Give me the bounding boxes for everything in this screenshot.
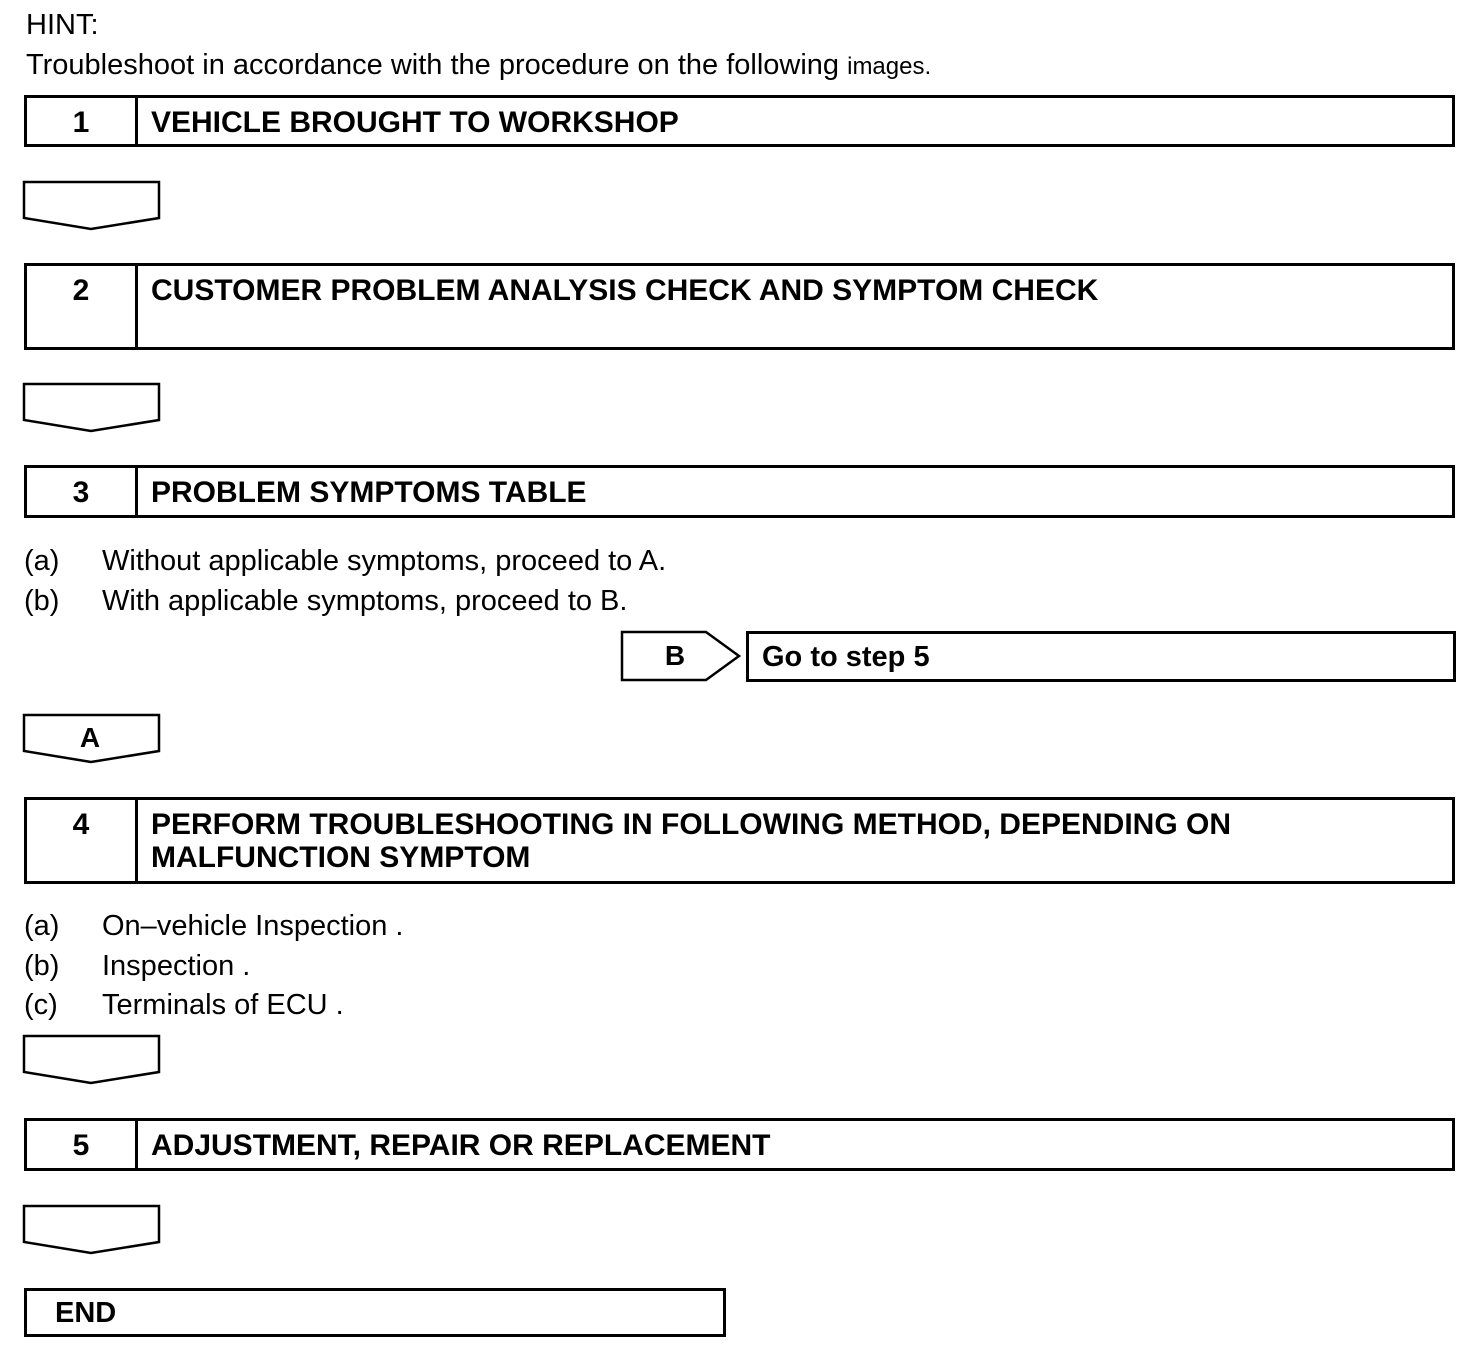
branch-b-label: B [664, 640, 686, 671]
step-3-item-a-text: Without applicable symptoms, proceed to A. [102, 545, 667, 577]
branch-b-target: Go to step 5 [746, 631, 1456, 682]
step-4-title-line1: PERFORM TROUBLESHOOTING IN FOLLOWING METHOD, DEPENDING ON [151, 808, 1231, 841]
hint-label: HINT: [26, 9, 99, 41]
step-5-title: ADJUSTMENT, REPAIR OR REPLACEMENT [151, 1129, 771, 1162]
step-5-number: 5 [27, 1121, 138, 1168]
step-3-box [24, 465, 1455, 518]
step-4-item-c-text: Terminals of ECU . [102, 989, 344, 1021]
branch-a-label: A [79, 722, 101, 753]
step-2-box [24, 263, 1455, 350]
step-4-item-a-letter: (a) [24, 910, 60, 942]
step-1-box [24, 95, 1455, 147]
step-4-item-b-letter: (b) [24, 950, 60, 982]
step-2-number: 2 [27, 266, 138, 347]
flow-arrow-2 [22, 382, 162, 434]
step-4-title [138, 800, 1231, 881]
flow-arrow-1 [22, 180, 162, 232]
step-3-item-a-letter: (a) [24, 545, 60, 577]
hint-text-main: Troubleshoot in accordance with the procedure on the following [26, 49, 840, 81]
end-box: END [24, 1288, 726, 1337]
step-4-box [24, 797, 1455, 884]
hint-text-tail: images. [847, 53, 932, 80]
step-4-item-b-text: Inspection . [102, 950, 251, 982]
step-1-number: 1 [27, 98, 138, 144]
flow-arrow-5 [22, 1204, 162, 1256]
step-1-title: VEHICLE BROUGHT TO WORKSHOP [151, 106, 679, 139]
hint-text [26, 48, 931, 84]
step-2-title: CUSTOMER PROBLEM ANALYSIS CHECK AND SYMPTOM CHECK [151, 274, 1099, 307]
step-5-box [24, 1118, 1455, 1171]
step-3-number: 3 [27, 468, 138, 515]
step-3-item-b-text: With applicable symptoms, proceed to B. [102, 585, 628, 617]
step-4-title-line2: MALFUNCTION SYMPTOM [151, 841, 531, 874]
step-3-item-b-letter: (b) [24, 585, 60, 617]
step-4-number: 4 [27, 800, 138, 881]
step-4-item-a-text: On–vehicle Inspection . [102, 910, 404, 942]
step-3-title: PROBLEM SYMPTOMS TABLE [151, 476, 587, 509]
step-4-item-c-letter: (c) [24, 989, 58, 1021]
flow-arrow-4 [22, 1034, 162, 1086]
